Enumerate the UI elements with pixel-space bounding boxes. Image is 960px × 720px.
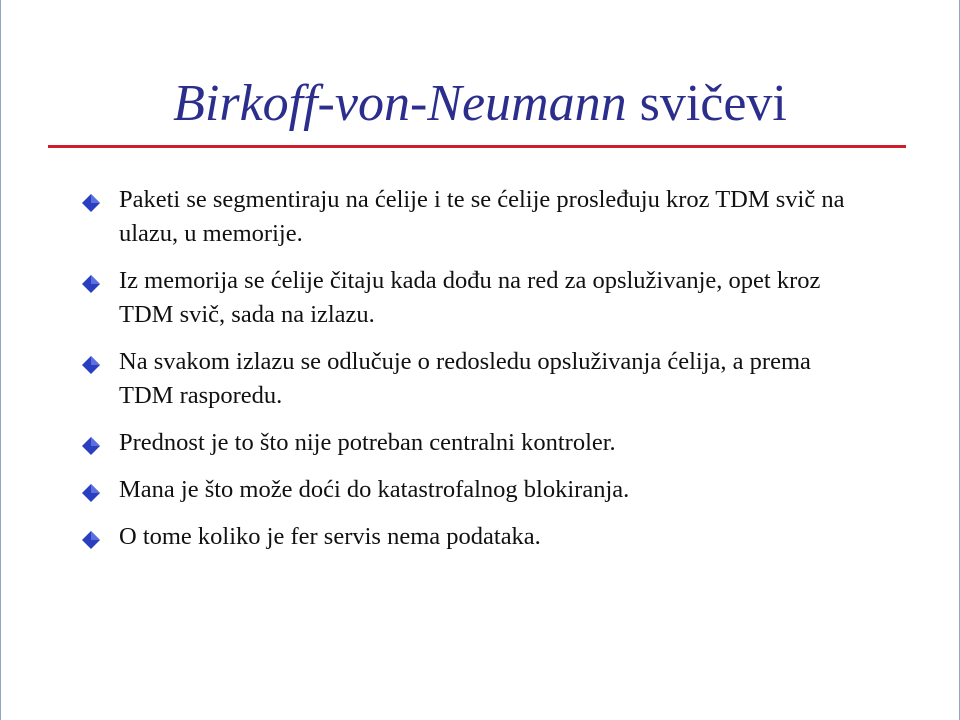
bullet-text: Na svakom izlazu se odlučuje o redosledu opsluživanja ćelija, a prema TDM rasporedu. bbox=[119, 348, 811, 409]
bullet-text: Iz memorija se ćelije čitaju kada dođu na red za opsluživanje, opet kroz TDM svič, sada na izlazu. bbox=[119, 267, 821, 328]
bullet-item bbox=[81, 183, 861, 251]
diamond-bullet-icon bbox=[81, 530, 101, 550]
slide-title-italic: Birkoff-von-Neumann bbox=[173, 75, 627, 132]
bullet-text: Paketi se segmentiraju na ćelije i te se ćelije prosleđuju kroz TDM svič na ulazu, u memorije. bbox=[119, 186, 845, 247]
slide-title-regular: svičevi bbox=[626, 75, 787, 132]
bullet-item bbox=[81, 473, 861, 507]
bullet-list bbox=[81, 183, 861, 567]
diamond-bullet-icon bbox=[81, 436, 101, 456]
diamond-bullet-icon bbox=[81, 274, 101, 294]
title-underline-rule bbox=[48, 145, 906, 148]
diamond-bullet-icon bbox=[81, 355, 101, 375]
diamond-bullet-icon bbox=[81, 483, 101, 503]
bullet-text: O tome koliko je fer servis nema podataka. bbox=[119, 523, 541, 550]
bullet-item bbox=[81, 345, 861, 413]
slide-title bbox=[1, 74, 959, 134]
bullet-item bbox=[81, 264, 861, 332]
bullet-text: Prednost je to što nije potreban centralni kontroler. bbox=[119, 429, 616, 456]
bullet-text: Mana je što može doći do katastrofalnog blokiranja. bbox=[119, 476, 630, 503]
bullet-item bbox=[81, 520, 861, 554]
diamond-bullet-icon bbox=[81, 193, 101, 213]
bullet-item bbox=[81, 426, 861, 460]
